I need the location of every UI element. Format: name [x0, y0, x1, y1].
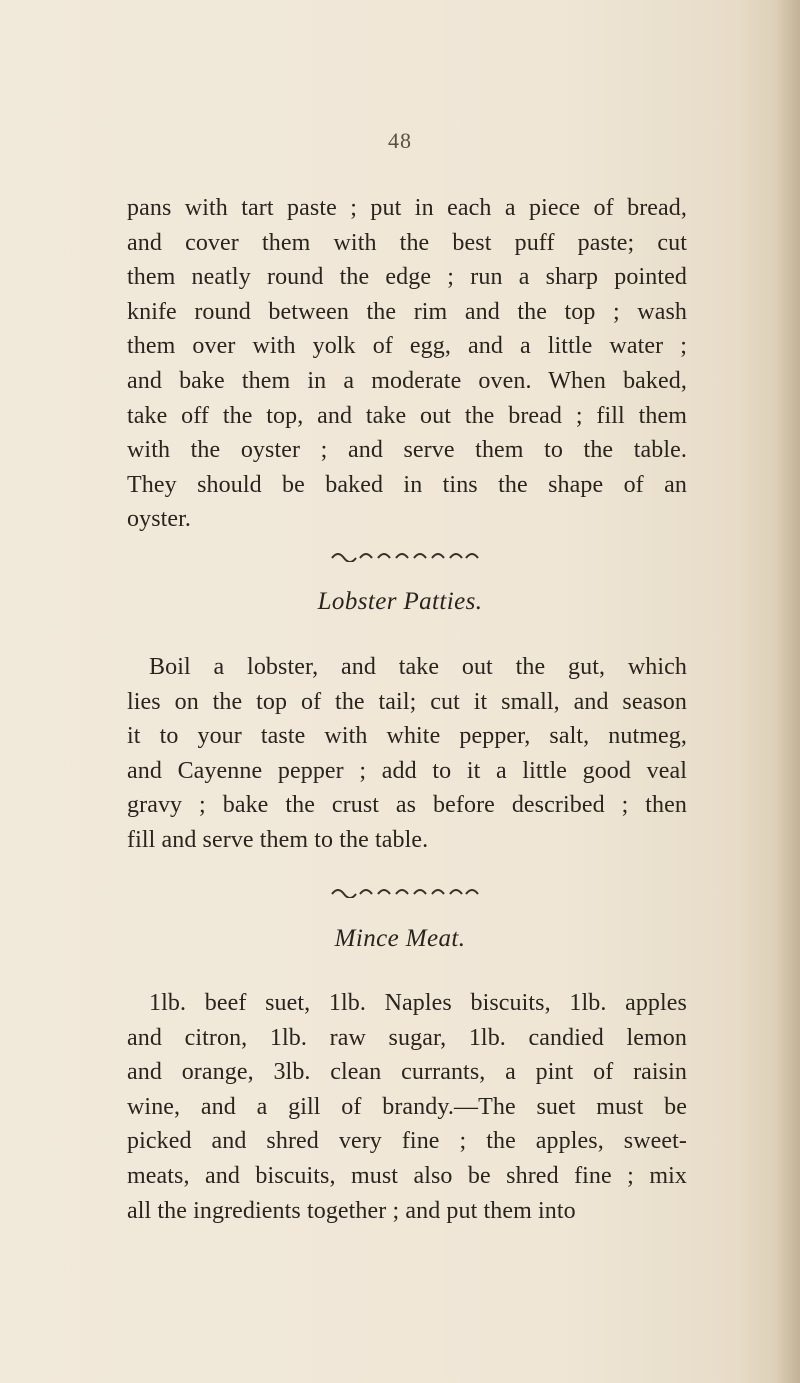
- text-line: and Cayenne pepper ; add to it a little good veal: [127, 757, 687, 784]
- text-line: gravy ; bake the crust as before described ; then: [127, 792, 687, 819]
- text-line: 1lb. beef suet, 1lb. Naples biscuits, 1lb. apples: [149, 990, 687, 1016]
- text-line: them over with yolk of egg, and a little water ;: [127, 333, 687, 360]
- ornamental-divider: [330, 548, 480, 562]
- text-line: oyster.: [127, 506, 192, 533]
- page-number: 48: [388, 128, 412, 153]
- lobster-patties-paragraph: [127, 650, 687, 858]
- ornamental-divider: [330, 884, 480, 898]
- text-line: lies on the top of the tail; cut it small, and season: [127, 688, 687, 715]
- text-line: them neatly round the edge ; run a sharp pointed: [127, 264, 687, 291]
- text-line: wine, and a gill of brandy.—The suet must be: [127, 1093, 687, 1120]
- recipe-title-mince-meat: Mince Meat.: [334, 925, 466, 952]
- oyster-patties-paragraph: [127, 191, 687, 537]
- text-line: it to your taste with white pepper, salt, nutmeg,: [127, 723, 687, 750]
- text-line: and citron, 1lb. raw sugar, 1lb. candied lemon: [127, 1024, 687, 1051]
- text-line: take off the top, and take out the bread ; fill them: [127, 402, 687, 429]
- text-line: Boil a lobster, and take out the gut, which: [149, 654, 687, 680]
- text-line: and bake them in a moderate oven. When baked,: [127, 367, 687, 394]
- page-edge-shadow: [776, 0, 800, 1383]
- text-line: and cover them with the best puff paste; cut: [127, 229, 687, 256]
- text-line: and orange, 3lb. clean currants, a pint of raisin: [127, 1059, 687, 1086]
- text-line: meats, and biscuits, must also be shred fine ; mix: [127, 1162, 687, 1189]
- text-line: with the oyster ; and serve them to the table.: [127, 437, 687, 464]
- text-line: knife round between the rim and the top ; wash: [127, 298, 687, 325]
- mince-meat-paragraph: [127, 986, 687, 1228]
- text-line: They should be baked in tins the shape of an: [127, 471, 687, 498]
- text-line: fill and serve them to the table.: [127, 826, 429, 853]
- text-line: picked and shred very fine ; the apples, sweet-: [127, 1128, 687, 1155]
- text-line: all the ingredients together ; and put them into: [127, 1197, 576, 1224]
- text-line: pans with tart paste ; put in each a piece of bread,: [127, 195, 687, 221]
- recipe-title-lobster-patties: Lobster Patties.: [317, 588, 483, 615]
